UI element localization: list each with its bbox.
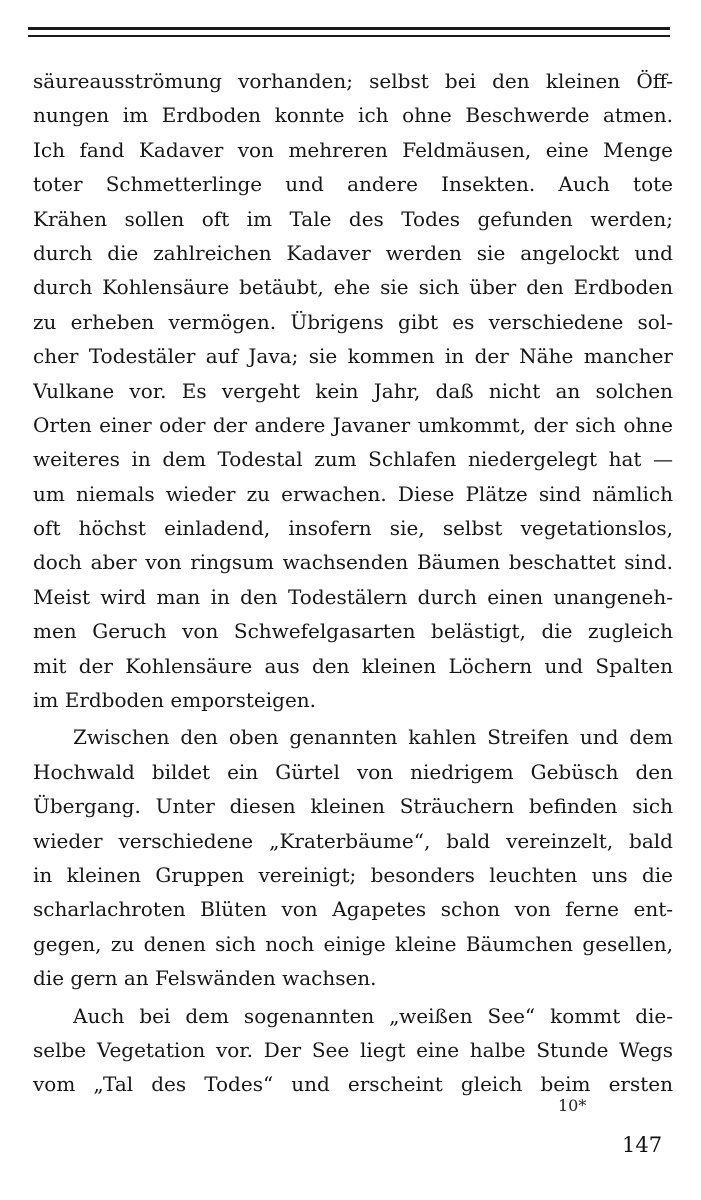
- text-line: doch aber von ringsum wachsenden Bäumen beschattet sind.: [33, 550, 673, 575]
- text-line: Vulkane vor. Es vergeht kein Jahr, daß nicht an solchen: [33, 378, 673, 403]
- text-line: im Erdboden emporsteigen.: [33, 688, 317, 713]
- text-line: Übergang. Unter diesen kleinen Sträuchern befinden sich: [33, 794, 673, 819]
- text-line: durch Kohlensäure betäubt, ehe sie sich über den Erdboden: [33, 275, 673, 300]
- text-line: nungen im Erdboden konnte ich ohne Beschwerde atmen.: [33, 103, 673, 128]
- text-line: Meist wird man in den Todestälern durch einen unangeneh-: [33, 584, 673, 609]
- body-text: [33, 64, 673, 1102]
- text-line: cher Todestäler auf Java; sie kommen in der Nähe mancher: [33, 344, 673, 369]
- paragraph: [33, 64, 673, 717]
- text-line: scharlachroten Blüten von Agapetes schon von ferne ent-: [33, 897, 673, 922]
- paragraph: [33, 720, 673, 995]
- text-line: weiteres in dem Todestal zum Schlafen niedergelegt hat —: [33, 447, 673, 472]
- text-line: oft höchst einladend, insofern sie, selbst vegetationslos,: [33, 516, 673, 541]
- text-line: säureausströmung vorhanden; selbst bei den kleinen Öff-: [33, 69, 673, 93]
- text-line: zu erheben vermögen. Übrigens gibt es verschiedene sol-: [33, 309, 673, 334]
- text-line: durch die zahlreichen Kadaver werden sie angelockt und: [33, 240, 673, 265]
- text-line: in kleinen Gruppen vereinigt; besonders leuchten uns die: [33, 862, 673, 887]
- text-line: vom „Tal des Todes“ und erscheint gleich beim ersten: [33, 1072, 673, 1097]
- text-line: mit der Kohlensäure aus den kleinen Löchern und Spalten: [33, 653, 673, 678]
- page-number: 147: [622, 1133, 663, 1157]
- paragraph: [33, 999, 673, 1102]
- text-line: wieder verschiedene „Kraterbäume“, bald vereinzelt, bald: [33, 828, 673, 853]
- text-line: die gern an Felswänden wachsen.: [33, 966, 377, 991]
- signature-mark: 10*: [558, 1096, 587, 1115]
- text-line: Ich fand Kadaver von mehreren Feldmäusen, eine Menge: [33, 137, 673, 162]
- text-line: selbe Vegetation vor. Der See liegt eine halbe Stunde Wegs: [33, 1037, 673, 1062]
- text-line: Zwischen den oben genannten kahlen Streifen und dem: [73, 725, 673, 750]
- text-line: men Geruch von Schwefelgasarten belästigt, die zugleich: [33, 619, 673, 644]
- text-line: gegen, zu denen sich noch einige kleine Bäumchen gesellen,: [33, 931, 673, 956]
- header-rule-thick: [28, 27, 670, 30]
- header-rule-thin: [28, 35, 670, 37]
- text-line: um niemals wieder zu erwachen. Diese Plätze sind nämlich: [33, 481, 673, 506]
- text-line: Krähen sollen oft im Tale des Todes gefunden werden;: [33, 206, 673, 231]
- text-line: toter Schmetterlinge und andere Insekten. Auch tote: [33, 172, 673, 197]
- text-line: Auch bei dem sogenannten „weißen See“ kommt die-: [73, 1003, 673, 1028]
- text-line: Orten einer oder der andere Javaner umkommt, der sich ohne: [33, 412, 673, 437]
- text-line: Hochwald bildet ein Gürtel von niedrigem Gebüsch den: [33, 759, 673, 784]
